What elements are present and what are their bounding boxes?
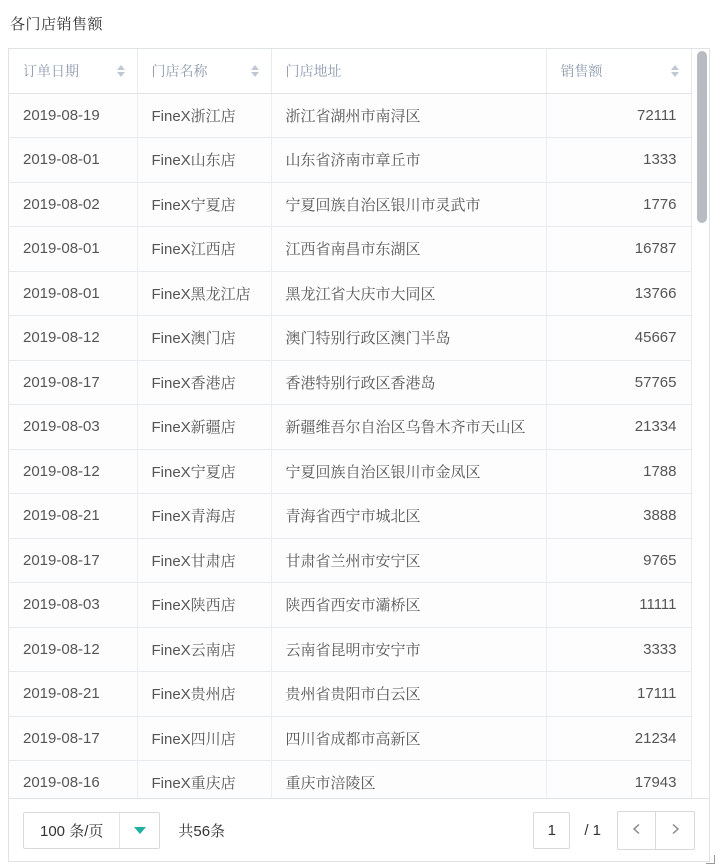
table-row: [9, 227, 691, 272]
column-header-label: 销售额: [560, 62, 603, 79]
table-row: [9, 316, 691, 361]
pager: [533, 811, 695, 850]
column-header-label: 门店地址: [285, 62, 342, 79]
table-cell: 2019-08-12: [9, 449, 137, 494]
caret-down-icon[interactable]: [119, 813, 159, 848]
table-row: [9, 138, 691, 183]
table-row: [9, 405, 691, 450]
table-cell: 57765: [546, 360, 691, 405]
table-cell: FineX贵州店: [137, 672, 271, 717]
table-row: [9, 627, 691, 672]
table-cell: 2019-08-17: [9, 360, 137, 405]
next-page-button[interactable]: [656, 811, 695, 850]
table-cell: FineX宁夏店: [137, 449, 271, 494]
page-size-label: 100 条/页: [40, 822, 104, 840]
column-header[interactable]: [546, 49, 691, 93]
table-cell: 云南省昆明市安宁市: [271, 627, 546, 672]
total-count-label: 共56条: [178, 822, 226, 840]
table-cell: 甘肃省兰州市安宁区: [271, 538, 546, 583]
table-cell: 宁夏回族自治区银川市金凤区: [271, 449, 546, 494]
sort-icon[interactable]: [117, 65, 125, 77]
table-cell: FineX澳门店: [137, 316, 271, 361]
sales-table-widget: [8, 48, 710, 862]
table-cell: FineX陕西店: [137, 583, 271, 628]
table-cell: 2019-08-19: [9, 93, 137, 138]
table-cell: FineX江西店: [137, 227, 271, 272]
pagination-footer: [9, 798, 709, 861]
table-row: [9, 583, 691, 628]
chevron-left-icon: [630, 822, 644, 839]
table-cell: 宁夏回族自治区银川市灵武市: [271, 182, 546, 227]
table-cell: 1333: [546, 138, 691, 183]
table-row: [9, 538, 691, 583]
table-cell: 1776: [546, 182, 691, 227]
table-cell: 贵州省贵阳市白云区: [271, 672, 546, 717]
page-size-select[interactable]: [23, 812, 160, 849]
table-scroll-area: [9, 49, 709, 798]
table-cell: 新疆维吾尔自治区乌鲁木齐市天山区: [271, 405, 546, 450]
table-cell: 17111: [546, 672, 691, 717]
table-cell: 2019-08-01: [9, 227, 137, 272]
table-cell: FineX山东店: [137, 138, 271, 183]
table-cell: 2019-08-01: [9, 138, 137, 183]
table-cell: FineX重庆店: [137, 761, 271, 799]
table-row: [9, 182, 691, 227]
table-row: [9, 360, 691, 405]
table-row: [9, 761, 691, 799]
column-header[interactable]: [137, 49, 271, 93]
table-cell: 11111: [546, 583, 691, 628]
vertical-scrollbar-thumb[interactable]: [697, 51, 707, 223]
table-cell: 2019-08-03: [9, 405, 137, 450]
table-cell: 2019-08-01: [9, 271, 137, 316]
table-cell: 2019-08-12: [9, 627, 137, 672]
column-header[interactable]: [9, 49, 137, 93]
table-cell: FineX宁夏店: [137, 182, 271, 227]
table-cell: FineX甘肃店: [137, 538, 271, 583]
table-cell: FineX黑龙江店: [137, 271, 271, 316]
table-cell: FineX香港店: [137, 360, 271, 405]
table-cell: 山东省济南市章丘市: [271, 138, 546, 183]
table-cell: FineX四川店: [137, 716, 271, 761]
sales-table: [9, 49, 692, 798]
table-cell: 2019-08-02: [9, 182, 137, 227]
table-cell: 21334: [546, 405, 691, 450]
table-cell: 2019-08-03: [9, 583, 137, 628]
table-cell: FineX新疆店: [137, 405, 271, 450]
table-cell: FineX云南店: [137, 627, 271, 672]
table-cell: 13766: [546, 271, 691, 316]
vertical-scrollbar[interactable]: [697, 51, 707, 795]
column-header: [271, 49, 546, 93]
table-cell: 黑龙江省大庆市大同区: [271, 271, 546, 316]
sort-icon[interactable]: [671, 65, 679, 77]
table-header: [9, 49, 691, 93]
resize-handle[interactable]: [706, 855, 715, 864]
page-total-label: / 1: [584, 821, 601, 839]
column-header-label: 门店名称: [151, 62, 208, 79]
table-row: [9, 93, 691, 138]
table-cell: 青海省西宁市城北区: [271, 494, 546, 539]
page-title: 各门店销售额: [10, 16, 104, 33]
table-cell: 四川省成都市高新区: [271, 716, 546, 761]
column-header-label: 订单日期: [23, 62, 79, 79]
table-cell: FineX青海店: [137, 494, 271, 539]
table-cell: 9765: [546, 538, 691, 583]
table-cell: 2019-08-12: [9, 316, 137, 361]
table-row: [9, 494, 691, 539]
table-cell: 2019-08-17: [9, 716, 137, 761]
table-cell: 72111: [546, 93, 691, 138]
table-cell: 2019-08-17: [9, 538, 137, 583]
table-cell: 3333: [546, 627, 691, 672]
page-number-input[interactable]: [533, 812, 570, 849]
table-cell: 澳门特别行政区澳门半岛: [271, 316, 546, 361]
table-cell: 浙江省湖州市南浔区: [271, 93, 546, 138]
table-row: [9, 449, 691, 494]
table-row: [9, 271, 691, 316]
sort-icon[interactable]: [251, 65, 259, 77]
table-row: [9, 672, 691, 717]
prev-page-button[interactable]: [617, 811, 656, 850]
chevron-right-icon: [668, 822, 682, 839]
table-cell: 重庆市涪陵区: [271, 761, 546, 799]
table-cell: 香港特别行政区香港岛: [271, 360, 546, 405]
table-cell: 16787: [546, 227, 691, 272]
table-cell: 2019-08-21: [9, 494, 137, 539]
table-cell: 3888: [546, 494, 691, 539]
table-cell: FineX浙江店: [137, 93, 271, 138]
table-cell: 2019-08-16: [9, 761, 137, 799]
table-cell: 17943: [546, 761, 691, 799]
table-cell: 江西省南昌市东湖区: [271, 227, 546, 272]
table-cell: 21234: [546, 716, 691, 761]
table-row: [9, 716, 691, 761]
table-cell: 2019-08-21: [9, 672, 137, 717]
table-cell: 1788: [546, 449, 691, 494]
table-cell: 陕西省西安市灞桥区: [271, 583, 546, 628]
table-cell: 45667: [546, 316, 691, 361]
